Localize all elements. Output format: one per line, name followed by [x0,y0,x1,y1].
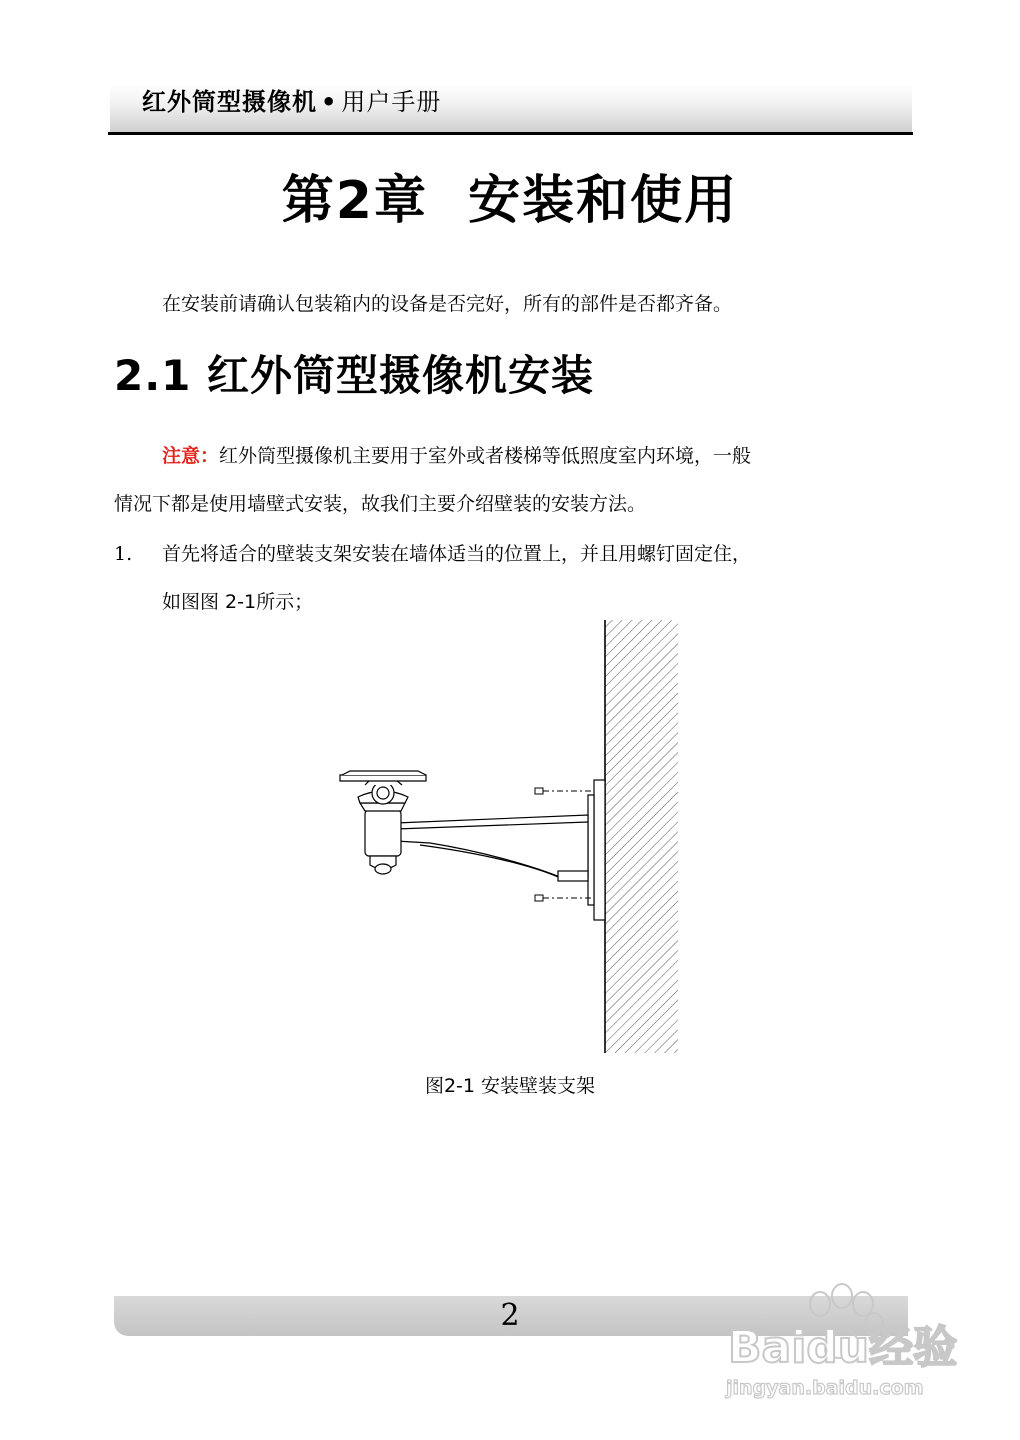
running-header [142,86,441,118]
section-title: 2.1 红外筒型摄像机安装 [114,351,595,400]
watermark-url: jingyan.baidu.com [726,1377,924,1399]
note-text-1: 红外筒型摄像机主要用于室外或者楼梯等低照度室内环境，一般 [219,445,752,467]
note-label: 注意： [162,445,220,467]
baidu-jingyan-watermark [720,1282,965,1402]
wall-section [605,620,678,1053]
step-text-1: 首先将适合的壁装支架安装在墙体适当的位置上，并且用螺钉固定住， [162,543,752,565]
wall-mount-bracket-drawing [330,615,690,1060]
chapter-title: 第2章 安装和使用 [281,171,739,231]
step-number: 1. [114,543,133,565]
header-separator: • [321,88,338,116]
header-title-bold: 红外筒型摄像机 [142,88,317,116]
wall-plate [588,780,605,920]
step-text-2: 如图图 2-1所示； [162,591,314,613]
watermark-brand-text: Baidu经验 [728,1322,958,1373]
header-rule [108,132,913,135]
watermark-brand [728,1322,957,1373]
bracket-arm [396,815,588,881]
page-number: 2 [500,1298,520,1333]
figure-caption: 图2-1 安装壁装支架 [424,1075,596,1097]
header-title-rest: 用户手册 [341,88,442,116]
note-line-1 [162,442,751,470]
note-line-2: 情况下都是使用墙壁式安装，故我们主要介绍壁装的安装方法。 [114,493,647,515]
mount-plate [340,771,426,781]
intro-paragraph: 在安装前请确认包装箱内的设备是否完好，所有的部件是否都齐备。 [162,293,733,315]
